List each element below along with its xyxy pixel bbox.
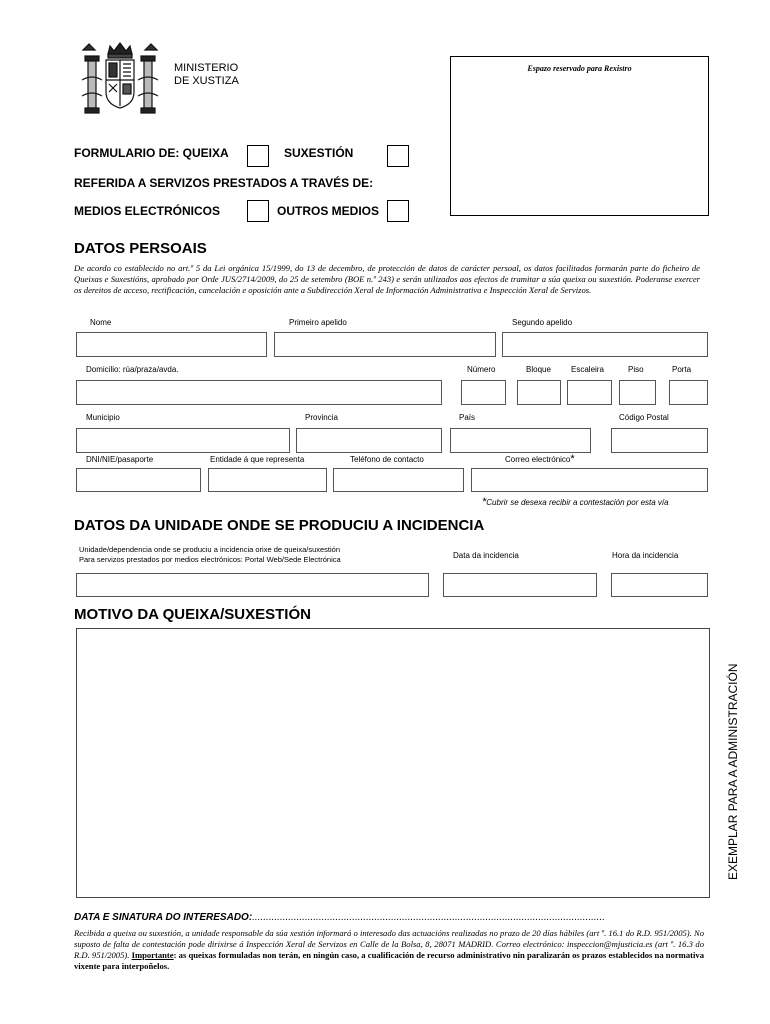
province-label: Provincia (305, 413, 338, 422)
stair-label: Escaleira (571, 365, 604, 374)
ministry-name (174, 62, 239, 88)
signature-dots: ............................................................................................................................... (252, 912, 606, 923)
form-type-label: FORMULARIO DE: QUEIXA (74, 146, 229, 160)
country-input[interactable] (450, 428, 591, 453)
floor-label: Piso (628, 365, 644, 374)
email-note-text: Cubrir se desexa recibir a contestación por esta vía (486, 498, 669, 507)
registry-box (450, 56, 709, 216)
surname1-input[interactable] (274, 332, 496, 357)
door-label: Porta (672, 365, 692, 374)
footer-text-bold: : as queixas formuladas non terán, en ningún caso, a cualificación de recurso administrativo nin paralizarán os prazos establecidos na normativa vixente para interpoñelos. (74, 950, 704, 971)
suggestion-checkbox[interactable] (387, 145, 409, 167)
unit-label-2: Para servizos prestados por medios electrónicos: Portal Web/Sede Electrónica (79, 555, 341, 564)
signature-line (74, 912, 719, 923)
email-note-asterisk: * (482, 496, 487, 508)
municipality-label: Municipio (86, 413, 120, 422)
signature-label: DATA E SINATURA DO INTERESADO: (74, 912, 253, 923)
stair-input[interactable] (567, 380, 612, 405)
surname2-label: Segundo apelido (512, 318, 573, 327)
province-input[interactable] (296, 428, 442, 453)
electronic-media-label: MEDIOS ELECTRÓNICOS (74, 204, 221, 218)
country-label: País (459, 413, 476, 422)
surname2-input[interactable] (502, 332, 708, 357)
other-media-checkbox[interactable] (387, 200, 409, 222)
suggestion-label: SUXESTIÓN (284, 146, 354, 160)
ministry-line-2: DE XUSTIZA (174, 75, 239, 87)
postal-code-label: Código Postal (619, 413, 669, 422)
footer-text-italic: Recibida a queixa ou suxestión, a unidade responsable da súa xestión informará o interesado das actuacións realizadas no prazo de 20 días hábiles (art º. 16.1 do R.D. 951/2005). No suposto de falta de contestación pode dirixirse á Inspección Xeral de Servizos en Calle de la Bolsa, 8, 28071 MADRID. Correo electrónico: inspeccion@mjusticia.es (art º. 16.3 do R.D. 951/2005). (74, 928, 704, 960)
complaint-checkbox[interactable] (247, 145, 269, 167)
number-label: Número (467, 365, 496, 374)
block-input[interactable] (517, 380, 561, 405)
floor-input[interactable] (619, 380, 656, 405)
unit-title: DATOS DA UNIDADE ONDE SE PRODUCIU A INCIDENCIA (74, 517, 485, 534)
address-input[interactable] (76, 380, 442, 405)
electronic-media-checkbox[interactable] (247, 200, 269, 222)
name-input[interactable] (76, 332, 267, 357)
incident-time-input[interactable] (611, 573, 708, 597)
email-note (482, 498, 669, 507)
surname1-label: Primeiro apelido (289, 318, 347, 327)
address-label: Domicilio: rúa/praza/avda. (86, 365, 179, 374)
reason-title: MOTIVO DA QUEIXA/SUXESTIÓN (74, 606, 311, 623)
municipality-input[interactable] (76, 428, 290, 453)
id-doc-input[interactable] (76, 468, 201, 492)
email-label (505, 455, 575, 464)
reason-textarea[interactable] (76, 628, 710, 898)
ministry-line-1: MINISTERIO (174, 62, 239, 74)
email-label-text: Correo electrónico (505, 455, 571, 464)
name-label: Nome (90, 318, 112, 327)
side-label: EXEMPLAR PARA A ADMINISTRACIÓN (726, 663, 740, 880)
phone-input[interactable] (333, 468, 464, 492)
id-doc-label: DNI/NIE/pasaporte (86, 455, 154, 464)
referring-label: REFERIDA A SERVIZOS PRESTADOS A TRAVÉS DE: (74, 176, 374, 190)
number-input[interactable] (461, 380, 506, 405)
email-asterisk: * (570, 453, 575, 465)
coat-of-arms-icon (80, 40, 160, 122)
entity-label: Entidade á que representa (210, 455, 305, 464)
footer-important: Importante (131, 950, 174, 960)
unit-input[interactable] (76, 573, 429, 597)
email-input[interactable] (471, 468, 708, 492)
entity-input[interactable] (208, 468, 327, 492)
incident-date-label: Data da incidencia (453, 551, 519, 560)
personal-data-title: DATOS PERSOAIS (74, 240, 207, 257)
personal-legal-text: De acordo co establecido no art.º 5 da Lei orgánica 15/1999, do 13 de decembro, de protección de datos de carácter persoal, os datos facilitados formarán parte do ficheiro de Queixas e Suxestións, aprobado por Orde JUS/2714/2009, do 25 de setembro (BOE n.º 243) e serán utilizados aos efectos de tramitar a súa queixa ou suxestión. Poderanse exercer os dereitos de acceso, rectificación, cancelación e oposición ante a Subdirección Xeral de Información Administrativa e Inspección Xeral de Servizos. (74, 263, 700, 295)
unit-label-1: Unidade/dependencia onde se produciu a incidencia orixe de queixa/suxestión (79, 545, 341, 554)
footer-text (74, 928, 704, 972)
block-label: Bloque (526, 365, 551, 374)
phone-label: Teléfono de contacto (350, 455, 424, 464)
registry-label: Espazo reservado para Rexistro (527, 64, 632, 73)
other-media-label: OUTROS MEDIOS (277, 204, 380, 218)
incident-date-input[interactable] (443, 573, 597, 597)
postal-code-input[interactable] (611, 428, 708, 453)
incident-time-label: Hora da incidencia (612, 551, 679, 560)
door-input[interactable] (669, 380, 708, 405)
